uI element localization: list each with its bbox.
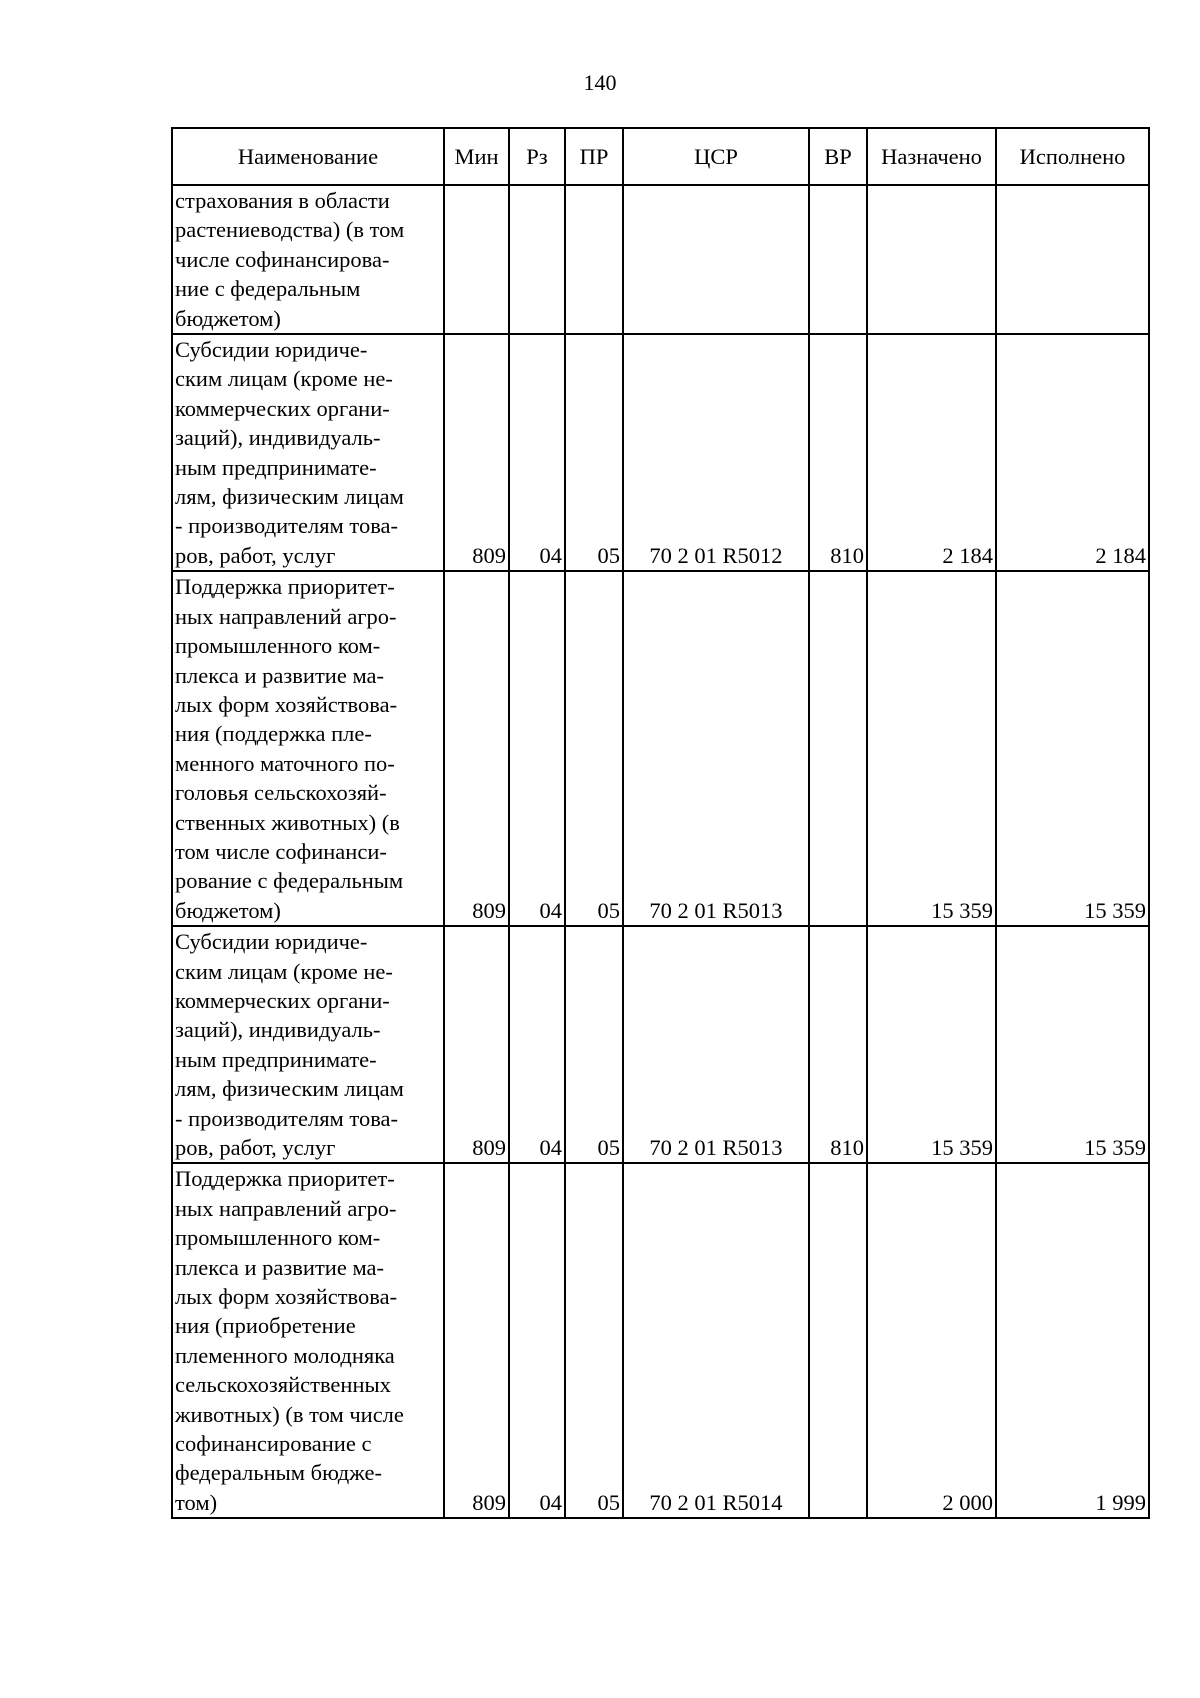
row-csr: 70 2 01 R5014 bbox=[623, 1163, 809, 1518]
row-vr bbox=[809, 185, 867, 334]
header-assigned: Назначено bbox=[867, 128, 996, 185]
row-rz: 04 bbox=[509, 926, 565, 1163]
row-vr: 810 bbox=[809, 334, 867, 571]
row-pr: 05 bbox=[565, 926, 623, 1163]
header-rz: Рз bbox=[509, 128, 565, 185]
row-csr: 70 2 01 R5013 bbox=[623, 571, 809, 926]
row-name: Поддержка приоритет- ных направлений агро- промышленного ком- плекса и развитие ма- лых форм хозяйствова- ния (поддержка пле- менного маточного по- головья сельскохозяй- ственных животных) (в том числе софинанси- рование с федеральным бюджетом) bbox=[172, 571, 444, 926]
row-rz: 04 bbox=[509, 334, 565, 571]
row-assigned: 15 359 bbox=[867, 571, 996, 926]
row-assigned bbox=[867, 185, 996, 334]
row-csr bbox=[623, 185, 809, 334]
table-row bbox=[172, 571, 1149, 926]
row-vr bbox=[809, 1163, 867, 1518]
row-name: Поддержка приоритет- ных направлений агро- промышленного ком- плекса и развитие ма- лых форм хозяйствова- ния (приобретение племенного молодняка сельскохозяйственных животных) (в том числе софинансирование с федеральным бюдже- том) bbox=[172, 1163, 444, 1518]
row-executed: 1 999 bbox=[996, 1163, 1149, 1518]
row-assigned: 2 000 bbox=[867, 1163, 996, 1518]
row-assigned: 15 359 bbox=[867, 926, 996, 1163]
row-vr: 810 bbox=[809, 926, 867, 1163]
row-vr bbox=[809, 571, 867, 926]
table-row bbox=[172, 185, 1149, 334]
row-pr: 05 bbox=[565, 334, 623, 571]
row-executed: 2 184 bbox=[996, 334, 1149, 571]
row-min: 809 bbox=[444, 1163, 509, 1518]
row-min: 809 bbox=[444, 926, 509, 1163]
row-min: 809 bbox=[444, 571, 509, 926]
header-vr: ВР bbox=[809, 128, 867, 185]
header-pr: ПР bbox=[565, 128, 623, 185]
table-row bbox=[172, 926, 1149, 1163]
row-executed: 15 359 bbox=[996, 926, 1149, 1163]
table-header-row bbox=[172, 128, 1149, 185]
header-min: Мин bbox=[444, 128, 509, 185]
row-rz bbox=[509, 185, 565, 334]
row-name: Субсидии юридиче- ским лицам (кроме не- коммерческих органи- заций), индивидуаль- ным предпринимате- лям, физическим лицам - производителям това- ров, работ, услуг bbox=[172, 334, 444, 571]
header-csr: ЦСР bbox=[623, 128, 809, 185]
row-csr: 70 2 01 R5012 bbox=[623, 334, 809, 571]
row-executed bbox=[996, 185, 1149, 334]
row-name: страхования в области растениеводства) (в том числе софинансирова- ние с федеральным бюджетом) bbox=[172, 185, 444, 334]
row-csr: 70 2 01 R5013 bbox=[623, 926, 809, 1163]
budget-table bbox=[171, 127, 1150, 1519]
row-pr bbox=[565, 185, 623, 334]
row-min: 809 bbox=[444, 334, 509, 571]
table-row bbox=[172, 334, 1149, 571]
header-name: Наименование bbox=[172, 128, 444, 185]
row-rz: 04 bbox=[509, 571, 565, 926]
row-executed: 15 359 bbox=[996, 571, 1149, 926]
row-min bbox=[444, 185, 509, 334]
row-name: Субсидии юридиче- ским лицам (кроме не- коммерческих органи- заций), индивидуаль- ным предпринимате- лям, физическим лицам - производителям това- ров, работ, услуг bbox=[172, 926, 444, 1163]
row-pr: 05 bbox=[565, 571, 623, 926]
row-assigned: 2 184 bbox=[867, 334, 996, 571]
header-executed: Исполнено bbox=[996, 128, 1149, 185]
table-row bbox=[172, 1163, 1149, 1518]
row-rz: 04 bbox=[509, 1163, 565, 1518]
row-pr: 05 bbox=[565, 1163, 623, 1518]
page-number: 140 bbox=[583, 70, 617, 95]
